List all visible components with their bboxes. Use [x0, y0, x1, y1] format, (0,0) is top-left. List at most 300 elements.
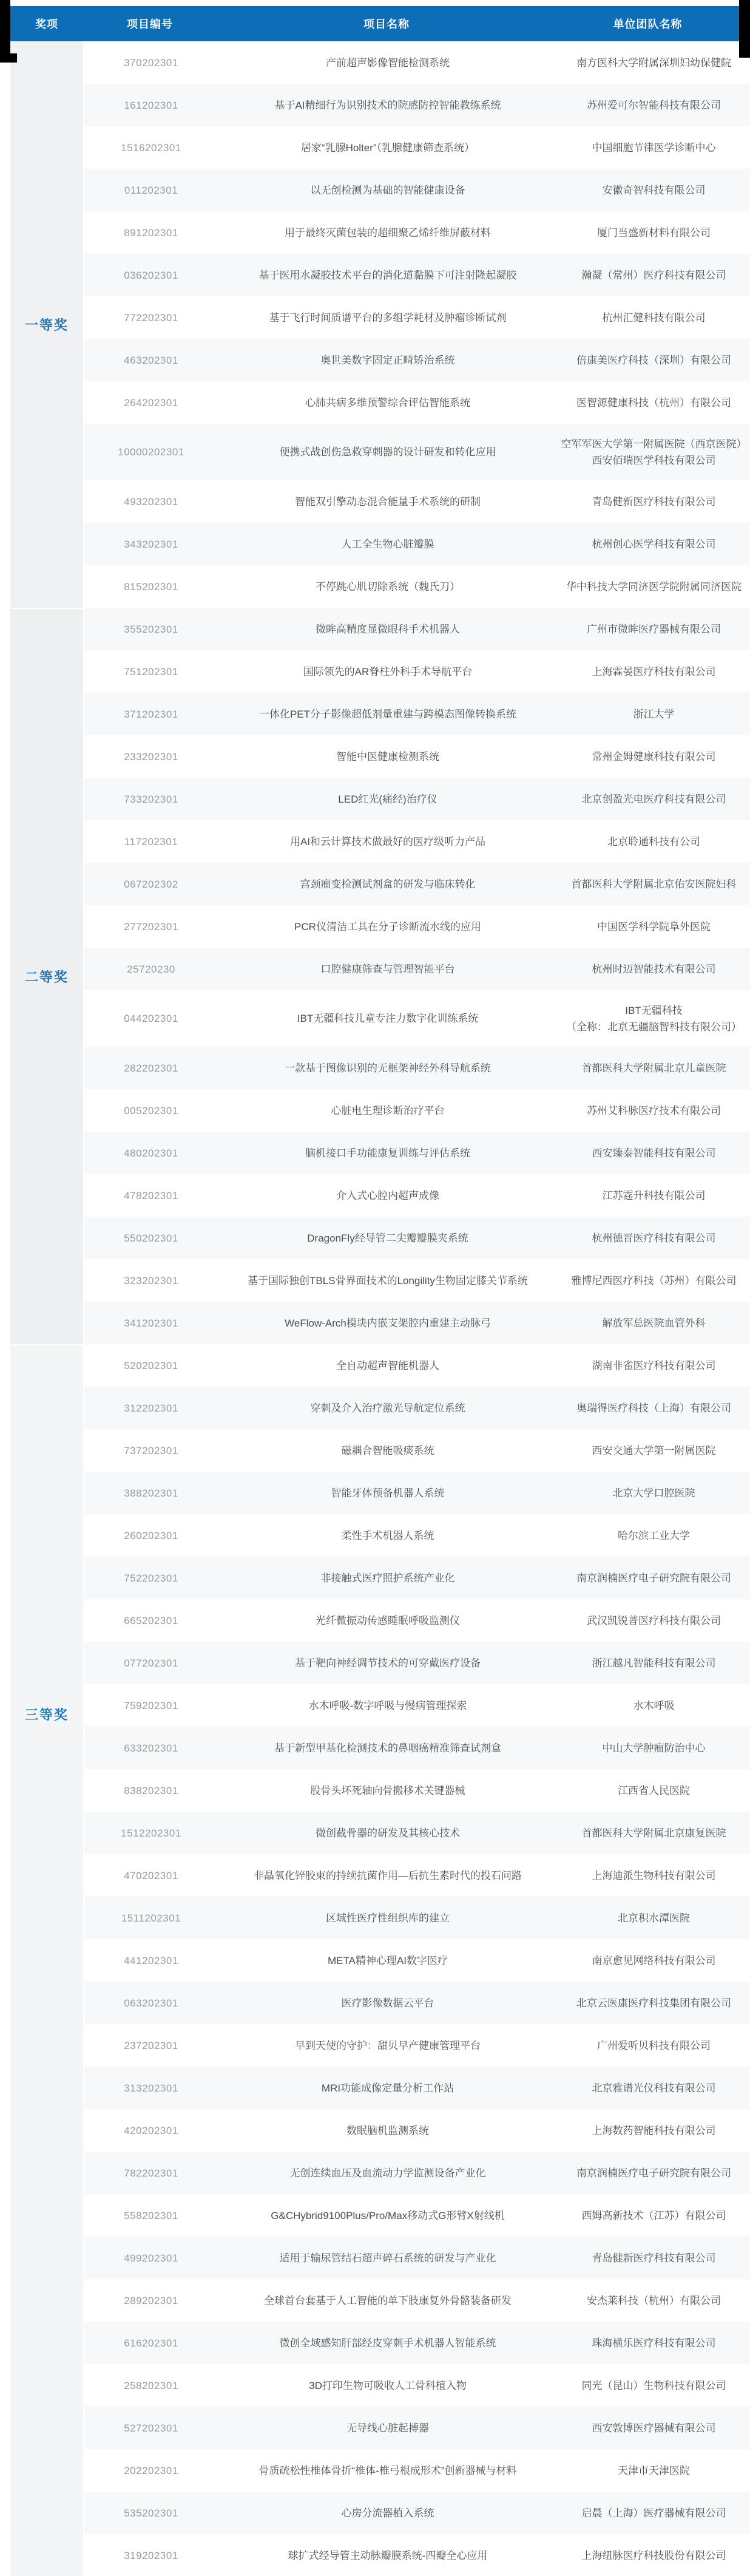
- award-cell-second-prize: [10, 608, 83, 1344]
- cell-unit-name: [558, 381, 750, 424]
- cell-project-no: 202202301: [124, 2464, 178, 2476]
- cell-project-no: 161202301: [124, 99, 178, 111]
- cell-project-name: 以无创检测为基础的智能健康设备: [310, 184, 465, 196]
- cell-project-name: 水木呼吸-数字呼吸与慢病管理探索: [308, 1699, 467, 1711]
- cell-project-name: 全球首台套基于人工智能的单下肢康复外骨骼装备研发: [264, 2294, 512, 2306]
- cell-unit-name: [558, 990, 750, 1047]
- cell-project-name: 早到天使的守护：甜贝早产健康管理平台: [295, 2039, 481, 2051]
- unit-name-line1: 厦门当盛新材料有限公司: [597, 226, 711, 239]
- table-row: [84, 523, 750, 565]
- cell-project-name: 股骨头坏死轴向骨搬移术关键器械: [310, 1784, 465, 1796]
- table-row: [84, 820, 750, 863]
- unit-name-line1: 武汉凯锐普医疗科技有限公司: [587, 1614, 721, 1626]
- cell-project-no: 036202301: [124, 269, 178, 281]
- unit-name-line1: 中山大学肿瘤防治中心: [602, 1742, 706, 1754]
- table-row: [84, 1642, 750, 1684]
- cell-project-no: 264202301: [124, 396, 178, 409]
- unit-name-line2: 西安佰瑞医学科技有限公司: [592, 454, 716, 466]
- cell-unit-name: [558, 2364, 750, 2407]
- table-row: [84, 211, 750, 254]
- unit-name-line1: 苏州爱可尔智能科技有限公司: [587, 99, 721, 111]
- unit-name-line1: 中国细胞节律医学诊断中心: [592, 141, 716, 154]
- table-row: [84, 1047, 750, 1089]
- unit-name-line1: 北京雅谱光仪科技有限公司: [592, 2082, 716, 2094]
- cell-unit-name: [558, 1769, 750, 1812]
- cell-project-no: 260202301: [124, 1529, 178, 1541]
- cell-project-name: 穿刺及介入治疗激光导航定位系统: [310, 1402, 465, 1414]
- table-row: [84, 1472, 750, 1514]
- table-row: [84, 1344, 750, 1387]
- unit-name-line1: 西安臻泰智能科技有限公司: [592, 1147, 716, 1159]
- cell-unit-name: [558, 2194, 750, 2237]
- unit-name-line1: 北京创盈光电医疗科技有限公司: [581, 793, 726, 805]
- cell-unit-name: [558, 1387, 750, 1429]
- cell-unit-name: [558, 2109, 750, 2152]
- cell-unit-name: [558, 948, 750, 990]
- cell-project-no: 233202301: [124, 750, 178, 763]
- cell-project-no: 891202301: [124, 226, 178, 239]
- cell-unit-name: [558, 2407, 750, 2449]
- table-row: [84, 296, 750, 339]
- cell-project-no: 480202301: [124, 1147, 178, 1159]
- cell-project-name: 用于最终灭菌包装的超细聚乙烯纤维屏蔽材料: [285, 226, 491, 239]
- unit-name-line1: 珠海横乐医疗科技有限公司: [592, 2337, 716, 2349]
- cell-project-name: 非接触式医疗照护系统产业化: [320, 1572, 455, 1584]
- unit-name-line1: 广州市微眸医疗器械有限公司: [587, 623, 721, 635]
- cell-project-name: 一体化PET分子影像超低剂量重建与跨模态图像转换系统: [258, 708, 517, 720]
- screenshot-black-edge-right: [739, 0, 750, 58]
- cell-project-name: 非晶氧化锌胶束的持续抗菌作用—后抗生素时代的投石问路: [254, 1869, 522, 1881]
- cell-project-no: 772202301: [124, 311, 178, 324]
- cell-project-no: 1511202301: [121, 1912, 181, 1924]
- cell-project-name: 产前超声影像智能检测系统: [326, 56, 450, 69]
- cell-unit-name: [558, 169, 750, 211]
- unit-name-line1: 北京大学口腔医院: [612, 1487, 695, 1499]
- table-row: [84, 254, 750, 296]
- cell-unit-name: [558, 1429, 750, 1472]
- cell-project-name: 光纤微振动传感睡眠呼吸监测仪: [316, 1614, 460, 1626]
- cell-project-name: 微创全域感知肝部经皮穿刺手术机器人智能系统: [279, 2337, 496, 2349]
- cell-project-name: 智能中医健康检测系统: [336, 750, 439, 763]
- table-row: [84, 1812, 750, 1854]
- cell-unit-name: [558, 650, 750, 693]
- cell-project-name: 不停跳心肌切除系统（魏氏刀）: [316, 580, 460, 593]
- cell-project-name: 医疗影像数据云平台: [341, 1997, 434, 2009]
- unit-name-line1: 上海纽脉医疗科技股份有限公司: [581, 2549, 726, 2561]
- cell-project-name: 球扩式经导管主动脉瓣膜系统-四瓣全心应用: [288, 2549, 488, 2561]
- cell-unit-name: [558, 480, 750, 523]
- table-row: [84, 1429, 750, 1472]
- cell-project-name: 骨质疏松性椎体骨折“椎体-椎弓根成形术”创新器械与材料: [258, 2464, 517, 2476]
- unit-name-line1: 奥瑞得医疗科技（上海）有限公司: [576, 1402, 731, 1414]
- cell-project-name: 居家“乳腺Holter”（乳腺健康筛查系统）: [300, 141, 475, 154]
- cell-project-name: WeFlow-Arch模块内嵌支架腔内重建主动脉弓: [285, 1317, 491, 1329]
- unit-name-line1: 江苏霆升科技有限公司: [602, 1189, 706, 1201]
- cell-unit-name: [558, 2067, 750, 2109]
- rows-column: [84, 41, 750, 2576]
- cell-project-no: 117202301: [124, 835, 178, 848]
- unit-name-line1: 江西省人民医院: [618, 1784, 690, 1796]
- table-row: [84, 1514, 750, 1557]
- cell-unit-name: [558, 1472, 750, 1514]
- cell-unit-name: [558, 693, 750, 735]
- table-row: [84, 735, 750, 778]
- table-row: [84, 1217, 750, 1259]
- cell-project-no: 25720230: [127, 963, 175, 975]
- unit-name-line1: 首都医科大学附属北京佑安医院妇科: [571, 878, 737, 890]
- award-cell-third-prize: [10, 1344, 83, 2576]
- cell-project-name: 基于AI精细行为识别技术的院感防控智能教练系统: [274, 99, 501, 111]
- table-row: [84, 126, 750, 169]
- table-row: [84, 381, 750, 424]
- table-header-row: [10, 6, 739, 41]
- table-row: [84, 1769, 750, 1812]
- cell-unit-name: [558, 820, 750, 863]
- table-row: [84, 2024, 750, 2067]
- cell-project-no: 343202301: [124, 538, 178, 550]
- cell-unit-name: [558, 1047, 750, 1089]
- table-row: [84, 84, 750, 126]
- cell-unit-name: [558, 1259, 750, 1302]
- cell-unit-name: [558, 211, 750, 254]
- table-row: [84, 565, 750, 608]
- cell-project-name: 宫颈瘤变检测试剂盒的研发与临床转化: [300, 878, 476, 890]
- cell-unit-name: [558, 1897, 750, 1939]
- cell-project-no: 011202301: [124, 184, 178, 196]
- cell-unit-name: [558, 1684, 750, 1727]
- cell-unit-name: [558, 339, 750, 381]
- cell-project-name: 3D打印生物可吸收人工骨科植入物: [309, 2379, 467, 2391]
- cell-project-no: 067202302: [124, 878, 178, 890]
- cell-project-name: 无导线心脏起搏器: [346, 2422, 429, 2434]
- award-cell-first-prize: [10, 41, 83, 608]
- cell-project-no: 499202301: [124, 2252, 178, 2264]
- table-row: [84, 1684, 750, 1727]
- table-row: [84, 2534, 750, 2576]
- cell-project-name: 全自动超声智能机器人: [336, 1359, 439, 1371]
- cell-unit-name: [558, 254, 750, 296]
- cell-unit-name: [558, 735, 750, 778]
- table-row: [84, 693, 750, 735]
- unit-name-line1: 常州金姆健康科技有限公司: [592, 750, 716, 763]
- header-cell-unit-name: 单位团队名称: [613, 18, 683, 30]
- cell-project-name: DragonFly经导管二尖瓣瓣膜夹系统: [307, 1232, 468, 1244]
- header-cell-project-name: 项目名称: [363, 18, 410, 30]
- unit-name-line1: 安徽奇智科技有限公司: [602, 184, 706, 196]
- cell-project-name: MRI功能成像定量分析工作站: [321, 2082, 454, 2094]
- table-row: [84, 1089, 750, 1132]
- table-row: [84, 1727, 750, 1769]
- cell-unit-name: [558, 1174, 750, 1217]
- table-row: [84, 1897, 750, 1939]
- unit-name-line1: 浙江大学: [633, 708, 675, 720]
- cell-project-no: 282202301: [124, 1062, 178, 1074]
- cell-project-name: 心脏电生理诊断治疗平台: [331, 1104, 445, 1116]
- table-row: [84, 1259, 750, 1302]
- unit-name-line1: 同光（昆山）生物科技有限公司: [581, 2379, 726, 2391]
- cell-project-name: 便携式战创伤急救穿刺器的设计研发和转化应用: [279, 446, 496, 458]
- cell-project-name: 基于靶向神经调节技术的可穿戴医疗设备: [295, 1657, 481, 1669]
- unit-name-line1: 南京润楠医疗电子研究院有限公司: [576, 2167, 731, 2179]
- cell-project-name: 数眠脑机监测系统: [346, 2124, 429, 2136]
- cell-unit-name: [558, 1557, 750, 1599]
- cell-project-no: 535202301: [124, 2507, 178, 2519]
- unit-name-line1: 青岛健新医疗科技有限公司: [592, 495, 716, 508]
- unit-name-line1: 西安交通大学第一附属医院: [592, 1444, 716, 1456]
- cell-project-name: 基于国际独创TBLS骨界面技术的Longility生物固定膝关节系统: [248, 1274, 528, 1286]
- cell-project-name: 国际领先的AR脊柱外科手术导航平台: [303, 665, 473, 678]
- table-row: [84, 905, 750, 948]
- unit-name-line1: 浙江越凡智能科技有限公司: [592, 1657, 716, 1669]
- cell-project-name: 人工全生物心脏瓣膜: [341, 538, 434, 550]
- cell-project-no: 752202301: [124, 1572, 178, 1584]
- unit-name-line1: 天津市天津医院: [618, 2464, 690, 2476]
- cell-project-name: 基于飞行时间质谱平台的多组学耗材及肿瘤诊断试剂: [269, 311, 507, 324]
- unit-name-line1: 苏州艾科脉医疗技术有限公司: [587, 1104, 721, 1116]
- cell-project-name: 基于新型甲基化检测技术的鼻咽癌精准筛查试剂盒: [274, 1742, 501, 1754]
- cell-project-no: 550202301: [124, 1232, 178, 1244]
- unit-name-line1: 上海霖晏医疗科技有限公司: [592, 665, 716, 678]
- cell-project-no: 319202301: [124, 2549, 178, 2561]
- cell-project-name: 柔性手术机器人系统: [341, 1529, 434, 1541]
- table-row: [84, 2237, 750, 2279]
- cell-project-name: 微眸高精度显微眼科手术机器人: [316, 623, 460, 635]
- cell-project-name: 脑机接口手功能康复训练与评估系统: [305, 1147, 470, 1159]
- unit-name-line1: 广州爱听贝科技有限公司: [597, 2039, 711, 2051]
- table-row: [84, 339, 750, 381]
- cell-unit-name: [558, 2534, 750, 2576]
- cell-unit-name: [558, 2024, 750, 2067]
- cell-unit-name: [558, 296, 750, 339]
- cell-project-no: 077202301: [124, 1657, 178, 1669]
- cell-unit-name: [558, 778, 750, 820]
- cell-project-no: 1512202301: [121, 1827, 181, 1839]
- cell-project-name: 口腔健康筛查与管理智能平台: [320, 963, 455, 975]
- table-row: [84, 608, 750, 650]
- cell-project-no: 258202301: [124, 2379, 178, 2391]
- unit-name-line1: 启晨（上海）医疗器械有限公司: [581, 2507, 726, 2519]
- table-row: [84, 1599, 750, 1642]
- cell-project-no: 044202301: [124, 1013, 178, 1024]
- cell-unit-name: [558, 608, 750, 650]
- cell-project-name: 微创截骨器的研发及其核心技术: [316, 1827, 460, 1839]
- table-row: [84, 2152, 750, 2194]
- table-row: [84, 1174, 750, 1217]
- cell-project-name: META精神心理AI数字医疗: [327, 1954, 448, 1966]
- table-row: [84, 41, 750, 84]
- cell-unit-name: [558, 2449, 750, 2492]
- cell-project-no: 478202301: [124, 1189, 178, 1201]
- unit-name-line1: 首都医科大学附属北京康复医院: [581, 1827, 726, 1839]
- cell-unit-name: [558, 1727, 750, 1769]
- cell-project-no: 493202301: [124, 495, 178, 508]
- table-row: [84, 650, 750, 693]
- table-row: [84, 2109, 750, 2152]
- table-row: [84, 863, 750, 905]
- unit-name-line1: 南京愈见网络科技有限公司: [592, 1954, 716, 1966]
- unit-name-line1: 中国医学科学院阜外医院: [597, 920, 711, 933]
- unit-name-line1: 北京聆通科技有公司: [607, 835, 700, 848]
- unit-name-line1: 南京润楠医疗电子研究院有限公司: [576, 1572, 731, 1584]
- cell-project-no: 441202301: [124, 1954, 178, 1966]
- cell-project-no: 527202301: [124, 2422, 178, 2434]
- unit-name-line1: 杭州时迈智能技术有限公司: [592, 963, 716, 975]
- cell-project-no: 1516202301: [121, 141, 181, 154]
- cell-project-name: 一款基于图像识别的无框架神经外科导航系统: [285, 1062, 491, 1074]
- unit-name-line1: 杭州汇健科技有限公司: [602, 311, 706, 324]
- cell-unit-name: [558, 2237, 750, 2279]
- table-row: [84, 2364, 750, 2407]
- cell-unit-name: [558, 1982, 750, 2024]
- cell-unit-name: [558, 863, 750, 905]
- unit-name-line1: 解放军总医院血管外科: [602, 1317, 706, 1329]
- cell-project-no: 751202301: [124, 665, 178, 678]
- header-cell-project-no: 项目编号: [127, 18, 173, 30]
- cell-project-no: 470202301: [124, 1869, 178, 1881]
- cell-unit-name: [558, 2279, 750, 2322]
- unit-name-line1: 青岛健新医疗科技有限公司: [592, 2252, 716, 2264]
- unit-name-line1: 空军军医大学第一附属医院（西京医院）: [561, 438, 747, 450]
- table-row: [84, 2492, 750, 2534]
- table-body: [10, 41, 750, 2576]
- table-row: [84, 2407, 750, 2449]
- unit-name-line1: 首都医科大学附属北京儿童医院: [581, 1062, 726, 1074]
- cell-project-no: 838202301: [124, 1784, 178, 1796]
- unit-name-line1: 上海数药智能科技有限公司: [592, 2124, 716, 2136]
- award-column: [10, 41, 83, 2576]
- cell-project-name: PCR仪清洁工具在分子诊断流水线的应用: [294, 920, 481, 933]
- cell-project-no: 388202301: [124, 1487, 178, 1499]
- table-row: [84, 778, 750, 820]
- cell-unit-name: [558, 1514, 750, 1557]
- cell-project-name: IBT无疆科技儿童专注力数字化训练系统: [297, 1013, 479, 1024]
- cell-unit-name: [558, 84, 750, 126]
- award-label-second-prize: 二等奖: [24, 970, 69, 985]
- cell-project-no: 277202301: [124, 920, 178, 933]
- cell-unit-name: [558, 126, 750, 169]
- cell-project-no: 633202301: [124, 1742, 178, 1754]
- cell-project-no: 463202301: [124, 354, 178, 366]
- unit-name-line1: 西姆高新技术（江苏）有限公司: [581, 2209, 726, 2221]
- table-row: [84, 948, 750, 990]
- unit-name-line1: 湖南非雀医疗科技有限公司: [592, 1359, 716, 1371]
- table-row: [84, 480, 750, 523]
- cell-project-name: 心肺共病多维预警综合评估智能系统: [305, 396, 470, 409]
- cell-unit-name: [558, 1132, 750, 1174]
- cell-project-name: 磁耦合智能吸痰系统: [341, 1444, 434, 1456]
- cell-project-name: 智能双引擎动态混合能量手术系统的研制: [295, 495, 481, 508]
- table-row: [84, 2067, 750, 2109]
- unit-name-line1: 杭州德晋医疗科技有限公司: [592, 1232, 716, 1244]
- table-row: [84, 1982, 750, 2024]
- unit-name-line1: 医智源健康科技（杭州）有限公司: [576, 396, 731, 409]
- table-row: [84, 2279, 750, 2322]
- cell-project-no: 237202301: [124, 2039, 178, 2051]
- cell-project-no: 005202301: [124, 1104, 178, 1116]
- table-row: [84, 2322, 750, 2364]
- award-label-first-prize: 一等奖: [24, 318, 69, 333]
- cell-project-name: 区域性医疗性组织库的建立: [326, 1912, 450, 1924]
- cell-project-no: 733202301: [124, 793, 178, 805]
- table-row: [84, 1854, 750, 1897]
- cell-project-no: 759202301: [124, 1699, 178, 1711]
- table-row: [84, 2194, 750, 2237]
- cell-project-name: 基于医用水凝胶技术平台的消化道黏膜下可注射隆起凝胶: [258, 269, 517, 281]
- cell-unit-name: [558, 424, 750, 480]
- table-row: [84, 1132, 750, 1174]
- table-row: [84, 424, 750, 480]
- awards-table: [10, 6, 750, 2576]
- cell-unit-name: [558, 2492, 750, 2534]
- cell-unit-name: [558, 565, 750, 608]
- cell-project-name: 智能牙体预备机器人系统: [331, 1487, 445, 1499]
- cell-project-no: 313202301: [124, 2082, 178, 2094]
- cell-project-no: 312202301: [124, 1402, 178, 1414]
- table-row: [84, 1387, 750, 1429]
- cell-project-no: 370202301: [124, 56, 178, 69]
- unit-name-line1: 南方医科大学附属深圳妇幼保健院: [576, 56, 731, 69]
- cell-unit-name: [558, 1599, 750, 1642]
- table-row: [84, 1939, 750, 1982]
- cell-project-name: 介入式心腔内超声成像: [336, 1189, 439, 1201]
- cell-project-no: 520202301: [124, 1359, 178, 1371]
- unit-name-line1: 上海迪派生物科技有限公司: [592, 1869, 716, 1881]
- cell-project-no: 341202301: [124, 1317, 178, 1329]
- cell-unit-name: [558, 1854, 750, 1897]
- cell-project-name: 用AI和云计算技术做最好的医疗级听力产品: [289, 835, 486, 848]
- unit-name-line1: 华中科技大学同济医学院附属同济医院: [566, 580, 742, 593]
- unit-name-line1: 雅博尼西医疗科技（苏州）有限公司: [571, 1274, 737, 1286]
- cell-unit-name: [558, 1642, 750, 1684]
- cell-project-name: LED红光(痛经)治疗仪: [338, 793, 437, 805]
- unit-name-line1: 安杰莱科技（杭州）有限公司: [587, 2294, 721, 2306]
- cell-unit-name: [558, 1812, 750, 1854]
- unit-name-line1: 西安敦博医疗器械有限公司: [592, 2422, 716, 2434]
- unit-name-line1: 北京云医康医疗科技集团有限公司: [576, 1997, 731, 2009]
- cell-project-no: 420202301: [124, 2124, 178, 2136]
- cell-unit-name: [558, 523, 750, 565]
- cell-project-no: 737202301: [124, 1444, 178, 1456]
- award-label-third-prize: 三等奖: [24, 1707, 69, 1722]
- table-row: [84, 169, 750, 211]
- cell-unit-name: [558, 905, 750, 948]
- table-row: [84, 1557, 750, 1599]
- cell-project-no: 289202301: [124, 2294, 178, 2306]
- cell-project-no: 063202301: [124, 1997, 178, 2009]
- unit-name-line1: IBT无疆科技: [625, 1004, 683, 1016]
- cell-unit-name: [558, 2152, 750, 2194]
- cell-project-no: 10000202301: [118, 446, 184, 458]
- cell-project-name: 奥世美数字固定正畸矫治系统: [320, 354, 455, 366]
- screenshot-black-notch-left: [0, 53, 17, 63]
- unit-name-line1: 哈尔滨工业大学: [618, 1529, 690, 1541]
- cell-project-no: 323202301: [124, 1274, 178, 1286]
- unit-name-line1: 杭州创心医学科技有限公司: [592, 538, 716, 550]
- cell-unit-name: [558, 1217, 750, 1259]
- cell-project-no: 616202301: [124, 2337, 178, 2349]
- cell-project-no: 558202301: [124, 2209, 178, 2221]
- cell-project-no: 371202301: [124, 708, 178, 720]
- cell-unit-name: [558, 1939, 750, 1982]
- cell-project-name: 适用于输尿管结石超声碎石系统的研发与产业化: [279, 2252, 496, 2264]
- table-row: [84, 990, 750, 1047]
- cell-unit-name: [558, 1089, 750, 1132]
- cell-unit-name: [558, 1344, 750, 1387]
- cell-project-no: 815202301: [124, 580, 178, 593]
- cell-project-name: 无创连续血压及血流动力学监测设备产业化: [289, 2167, 486, 2179]
- cell-project-name: 心房分流器植入系统: [341, 2507, 434, 2519]
- screenshot-black-edge-left: [0, 0, 10, 53]
